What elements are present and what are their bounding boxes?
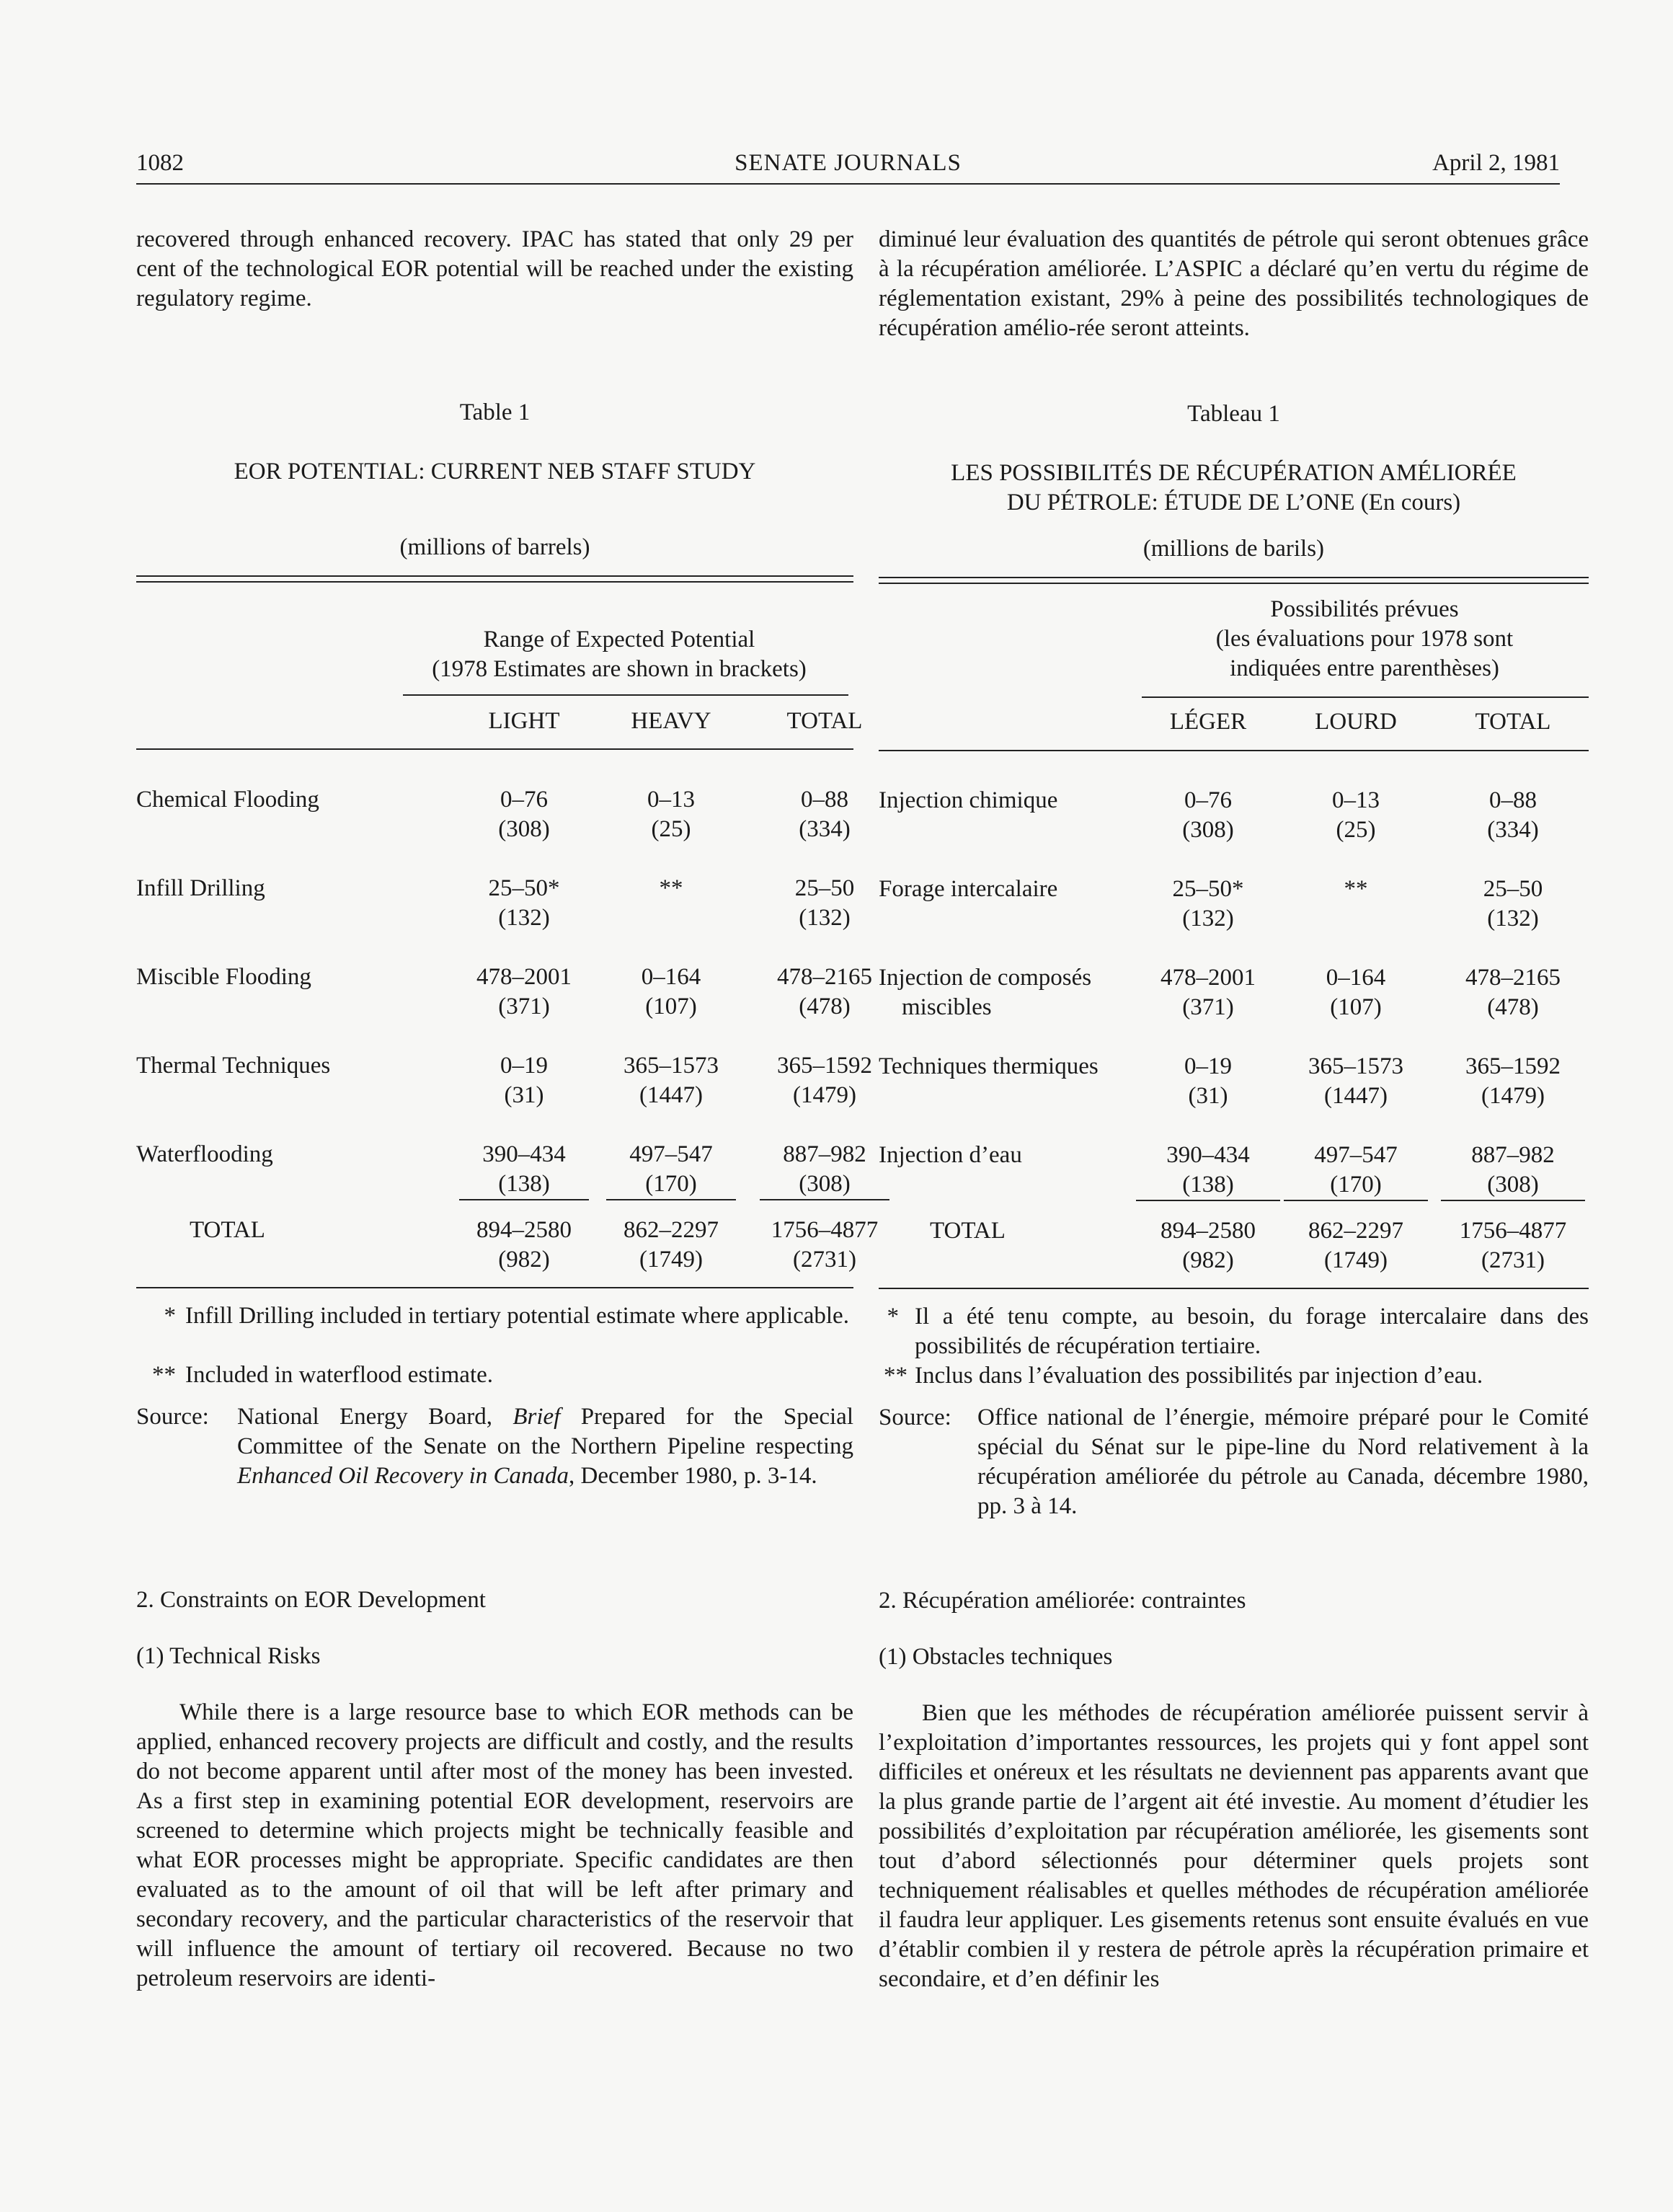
table-cell-light: 25–50* (132) (1172, 876, 1244, 932)
footnote: * Infill Drilling included in tertiary potential estimate where applicable. (164, 1303, 849, 1329)
table-cell-light: 25–50* (132) (488, 875, 560, 931)
subsection-heading: (1) Obstacles techniques (879, 1644, 1113, 1670)
table-cell-total: 25–50 (132) (794, 875, 855, 931)
table-cell-total: 478–2165 (478) (1465, 965, 1561, 1020)
table-cell-total: 365–1592 (1479) (777, 1053, 872, 1108)
col-header-heavy: LOURD (1315, 709, 1397, 735)
table-source: Source: National Energy Board, Brief Prepared for the Special Committee of the Senate on the Northern Pipeline respecting Enhanced Oil Recovery in Canada, December 1980, p. 3-14. (136, 1404, 853, 1489)
table-cell-total: 887–982 (308) (760, 1140, 889, 1200)
table-source: Source: Office national de l’énergie, mémoire préparé pour le Comité spécial du Sénat sur le pipe-line du Nord relativement à la récupération améliorée du pétrole au Canada, décembre 1980, pp. 3 à 14. (879, 1404, 1589, 1519)
table-cell-heavy: ** (659, 875, 683, 901)
header-rule (879, 750, 1589, 751)
body-paragraph: Bien que les méthodes de récupération améliorée puissent servir à l’exploitation d’importantes ressources, les projets qui y font appel sont difficiles et onéreux et les résultats ne deviennent pas apparents avant que la plus grande partie de l’argent ait été investie. Au moment d’étudier les possibilités d’exploitation par récupération améliorée, les gisements sont tout d’abord sélectionnés pour déterminer quels projets sont techniquement réalisables et quelles méthodes de récupération améliorée il faudra leur appliquer. Les gisements retenus sont ensuite évalués en vue d’établir combien il y restera de pétrole après la récupération primaire et secondaire, et d’en définir les (879, 1700, 1589, 1992)
table-cell-light: 390–434 (138) (459, 1140, 589, 1200)
col-header-light: LIGHT (488, 708, 560, 734)
table-cell-heavy: 0–164 (107) (641, 964, 701, 1019)
table-bottom-rule (136, 1287, 853, 1288)
table-cell-total: 365–1592 (1479) (1465, 1053, 1561, 1109)
table-units: (millions de barils) (1142, 536, 1325, 562)
section-heading: 2. Constraints on EOR Development (136, 1587, 486, 1613)
body-paragraph: While there is a large resource base to which EOR methods can be applied, enhanced recovery projects are difficult and costly, and the results do not become apparent until after most of the money has been invested. As a first step in examining potential EOR development, reservoirs are screened to determine which projects might be technically feasible and what EOR processes might be appropriate. Specific candidates are then evaluated as to the amount of oil that will be left after primary and secondary recovery, and the particular characteristics of the reservoir that will influence the amount of tertiary oil recovered. Because no two petroleum reservoirs are identi- (136, 1699, 853, 1991)
table-cell-light: 0–76 (308) (1182, 787, 1234, 843)
col-header-total: TOTAL (786, 708, 863, 734)
table-cell-total: 0–88 (334) (1487, 787, 1539, 843)
col-header-total: TOTAL (1475, 709, 1551, 735)
table-cell-total: 1756–4877 (2731) (1459, 1218, 1567, 1273)
group-header: Range of Expected Potential (1978 Estimates are shown in brackets) (432, 627, 807, 682)
intro-paragraph: diminué leur évaluation des quantités de pétrole qui seront obtenues grâce à la récupération améliorée. L’ASPIC a déclaré qu’en vertu du régime de réglementation existant, 29% à peine des possibilités technologiques de récupération amélio-rée seront atteints. (879, 226, 1589, 341)
group-rule (1142, 696, 1589, 698)
table-cell-heavy: 862–2297 (1749) (624, 1217, 719, 1273)
table-cell-light: 390–434 (138) (1136, 1141, 1280, 1201)
page-number: 1082 (136, 150, 184, 176)
group-header: Possibilités prévues (les évaluations pour 1978 sont indiquées entre parenthèses) (1215, 596, 1514, 681)
table-cell-heavy: 365–1573 (1447) (624, 1053, 719, 1108)
table-cell-light: 478–2001 (371) (1161, 965, 1256, 1020)
journal-title: SENATE JOURNALS (735, 150, 962, 176)
table-cell-heavy: 497–547 (170) (1284, 1141, 1428, 1201)
row-label: Injection d’eau (879, 1142, 1022, 1168)
footnote: ** Inclus dans l’évaluation des possibilités par injection d’eau. (884, 1363, 1483, 1389)
table-cell-total: 1756–4877 (2731) (771, 1217, 879, 1273)
row-label: Injection chimique (879, 787, 1058, 813)
table-cell-light: 0–76 (308) (498, 787, 550, 842)
table-cell-heavy: 0–13 (25) (1332, 787, 1380, 843)
subsection-heading: (1) Technical Risks (136, 1643, 321, 1669)
table-bottom-rule (879, 1288, 1589, 1289)
row-label: Chemical Flooding (136, 787, 319, 813)
table-cell-light: 894–2580 (982) (1161, 1218, 1256, 1273)
table-cell-light: 0–19 (31) (500, 1053, 548, 1108)
table-cell-total: 887–982 (308) (1441, 1141, 1585, 1201)
page-header (136, 149, 1560, 185)
table-cell-total: 25–50 (132) (1483, 876, 1543, 932)
table-cell-heavy: 0–13 (25) (647, 787, 695, 842)
total-row-label: TOTAL (190, 1217, 265, 1243)
row-label: Forage intercalaire (879, 876, 1058, 902)
header-rule (136, 748, 853, 750)
table-units: (millions of barrels) (399, 534, 590, 560)
table-cell-heavy: 365–1573 (1447) (1308, 1053, 1403, 1109)
table-cell-light: 0–19 (31) (1184, 1053, 1232, 1109)
intro-paragraph: recovered through enhanced recovery. IPAC has stated that only 29 per cent of the technological EOR potential will be reached under the existing regulatory regime. (136, 226, 853, 311)
journal-date: April 2, 1981 (1432, 150, 1560, 176)
total-row-label: TOTAL (930, 1218, 1006, 1244)
footnote: * Il a été tenu compte, au besoin, du forage intercalaire dans des possibilités de récupération tertiaire. (887, 1304, 1589, 1359)
row-label: Waterflooding (136, 1141, 273, 1167)
row-label: Injection de composés miscibles (879, 965, 1092, 1020)
col-header-light: LÉGER (1169, 709, 1247, 735)
table-cell-heavy: ** (1344, 876, 1368, 902)
table-top-rule (136, 575, 853, 583)
table-top-rule (879, 577, 1589, 584)
row-label: Techniques thermiques (879, 1053, 1099, 1079)
col-header-heavy: HEAVY (631, 708, 711, 734)
row-label: Miscible Flooding (136, 964, 311, 990)
footnote: ** Included in waterflood estimate. (152, 1362, 494, 1388)
table-label: Tableau 1 (1187, 401, 1280, 427)
table-cell-heavy: 0–164 (107) (1326, 965, 1386, 1020)
row-label: Infill Drilling (136, 875, 265, 901)
table-cell-heavy: 497–547 (170) (606, 1140, 736, 1200)
table-cell-total: 478–2165 (478) (777, 964, 872, 1019)
section-heading: 2. Récupération améliorée: contraintes (879, 1588, 1246, 1614)
row-label: Thermal Techniques (136, 1053, 331, 1079)
table-title: EOR POTENTIAL: CURRENT NEB STAFF STUDY (234, 459, 756, 485)
table-cell-light: 894–2580 (982) (476, 1217, 572, 1273)
table-title: LES POSSIBILITÉS DE RÉCUPÉRATION AMÉLIORÉE DU PÉTROLE: ÉTUDE DE L’ONE (En cours) (951, 460, 1517, 516)
table-cell-heavy: 862–2297 (1749) (1308, 1218, 1403, 1273)
table-cell-light: 478–2001 (371) (476, 964, 572, 1019)
table-cell-total: 0–88 (334) (799, 787, 851, 842)
group-rule (403, 694, 848, 696)
table-label: Table 1 (459, 399, 531, 425)
